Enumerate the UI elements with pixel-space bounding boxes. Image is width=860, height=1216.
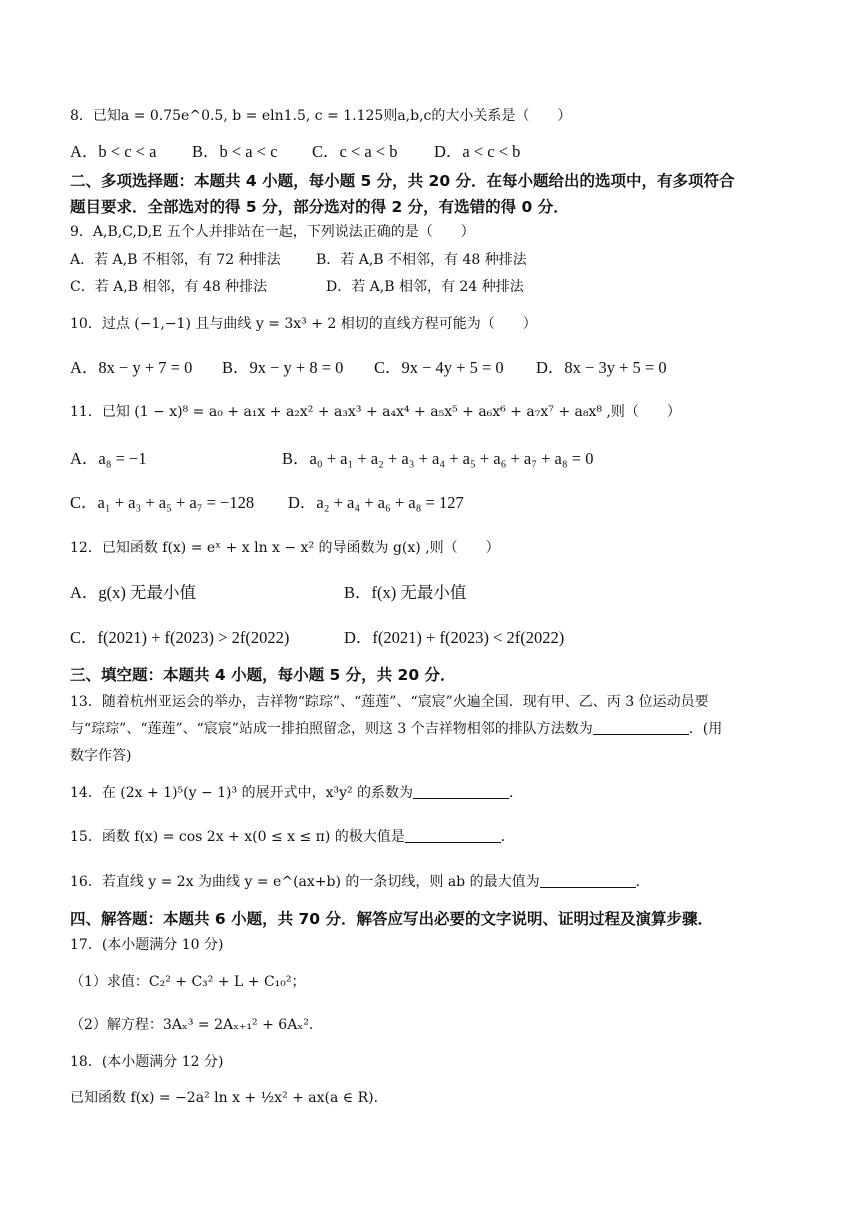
q11-option-c: C．a₁ + a₃ + a₅ + a₇ = −128 [70, 493, 255, 512]
q12-option-a: A．g(x) 无最小值 [70, 583, 197, 602]
q8-option-a: A．b < c < a [70, 142, 157, 161]
q12-stem: 12．已知函数 f(x) = eˣ + x ln x − x² 的导函数为 g(x) ,则（ ） [70, 540, 500, 556]
q13-line2 [70, 719, 722, 739]
q17-part1: （1）求值：C₂² + C₃² + L + C₁₀²； [70, 974, 306, 990]
q15-line [70, 827, 515, 847]
q12-option-b: B．f(x) 无最小值 [344, 583, 467, 602]
q11-option-a: A．a₈ = −1 [70, 449, 147, 468]
section4-heading: 四、解答题：本题共 6 小题，共 70 分．解答应写出必要的文字说明、证明过程及演算步骤． [70, 910, 713, 928]
q10-option-a: A．8x − y + 7 = 0 [70, 358, 193, 377]
q9-stem: 9．A,B,C,D,E 五个人并排站在一起，下列说法正确的是（ ） [70, 224, 475, 240]
q11-option-b: B．a₀ + a₁ + a₂ + a₃ + a₄ + a₅ + a₆ + a₇ + a₈ = 0 [282, 449, 594, 468]
q9-option-a: A．若 A,B 不相邻，有 72 种排法 [70, 252, 281, 268]
q16-tail: ． [635, 874, 650, 890]
q14-text: 14．在 (2x + 1)⁵(y − 1)³ 的展开式中，x³y² 的系数为 [70, 785, 414, 801]
q10-option-b: B．9x − y + 8 = 0 [222, 358, 344, 377]
q16-answer-blank [540, 873, 636, 888]
q10-option-c: C．9x − 4y + 5 = 0 [374, 358, 504, 377]
q12-option-c: C．f(2021) + f(2023) > 2f(2022) [70, 628, 290, 647]
q16-line [70, 872, 650, 892]
q14-line [70, 783, 523, 803]
q9-option-b: B．若 A,B 不相邻，有 48 种排法 [316, 252, 527, 268]
section3-heading: 三、填空题：本题共 4 小题，每小题 5 分，共 20 分． [70, 666, 456, 684]
section2-heading-line1: 二、多项选择题：本题共 4 小题，每小题 5 分，共 20 分．在每小题给出的选项中，有多项符合 [70, 172, 735, 190]
q10-stem: 10．过点 (−1,−1) 且与曲线 y = 3x³ + 2 相切的直线方程可能为（ ） [70, 316, 537, 332]
q15-answer-blank [405, 828, 501, 843]
q13-line2-tail: ．(用 [688, 721, 723, 737]
q13-answer-blank [593, 720, 689, 735]
q14-tail: ． [509, 785, 524, 801]
q13-line2-text: 与“琮琮”、“莲莲”、“宸宸”站成一排拍照留念，则这 3 个吉祥物相邻的排队方法数为 [70, 721, 593, 737]
q11-option-d: D．a₂ + a₄ + a₆ + a₈ = 127 [288, 493, 464, 512]
q8-option-b: B．b < a < c [192, 142, 278, 161]
q18-stem: 已知函数 f(x) = −2a² ln x + ½x² + ax(a ∈ R)． [70, 1090, 388, 1106]
q13-line3: 数字作答) [70, 748, 132, 764]
q9-option-c: C．若 A,B 相邻，有 48 种排法 [70, 279, 268, 295]
q14-answer-blank [413, 784, 509, 799]
q12-option-d: D．f(2021) + f(2023) < 2f(2022) [344, 628, 565, 647]
q16-text: 16．若直线 y = 2x 为曲线 y = e^(ax+b) 的一条切线，则 ab 的最大值为 [70, 874, 540, 890]
q15-text: 15．函数 f(x) = cos 2x + x(0 ≤ x ≤ π) 的极大值是 [70, 829, 405, 845]
q8-stem: 8．已知a = 0.75e^0.5, b = eln1.5, c = 1.125则a,b,c的大小关系是（ ） [70, 108, 572, 124]
q17-part2: （2）解方程：3Aₓ³ = 2Aₓ₊₁² + 6Aₓ²． [70, 1017, 323, 1033]
q17-header: 17．(本小题满分 10 分) [70, 937, 224, 953]
q15-tail: ． [500, 829, 515, 845]
q8-option-c: C．c < a < b [312, 142, 398, 161]
q13-line1: 13．随着杭州亚运会的举办，吉祥物“踪琮”、“莲莲”、“宸宸”火遍全国．现有甲、乙、丙 3 位运动员要 [70, 694, 709, 710]
q8-option-d: D．a < c < b [434, 142, 521, 161]
q10-option-d: D．8x − 3y + 5 = 0 [536, 358, 667, 377]
q18-header: 18．(本小题满分 12 分) [70, 1054, 224, 1070]
section2-heading-line2: 题目要求．全部选对的得 5 分，部分选对的得 2 分，有选错的得 0 分． [70, 198, 569, 216]
q9-option-d: D．若 A,B 相邻，有 24 种排法 [326, 279, 524, 295]
q11-stem: 11．已知 (1 − x)⁸ = a₀ + a₁x + a₂x² + a₃x³ + a₄x⁴ + a₅x⁵ + a₆x⁶ + a₇x⁷ + a₈x⁸ ,则（ ） [70, 404, 681, 420]
